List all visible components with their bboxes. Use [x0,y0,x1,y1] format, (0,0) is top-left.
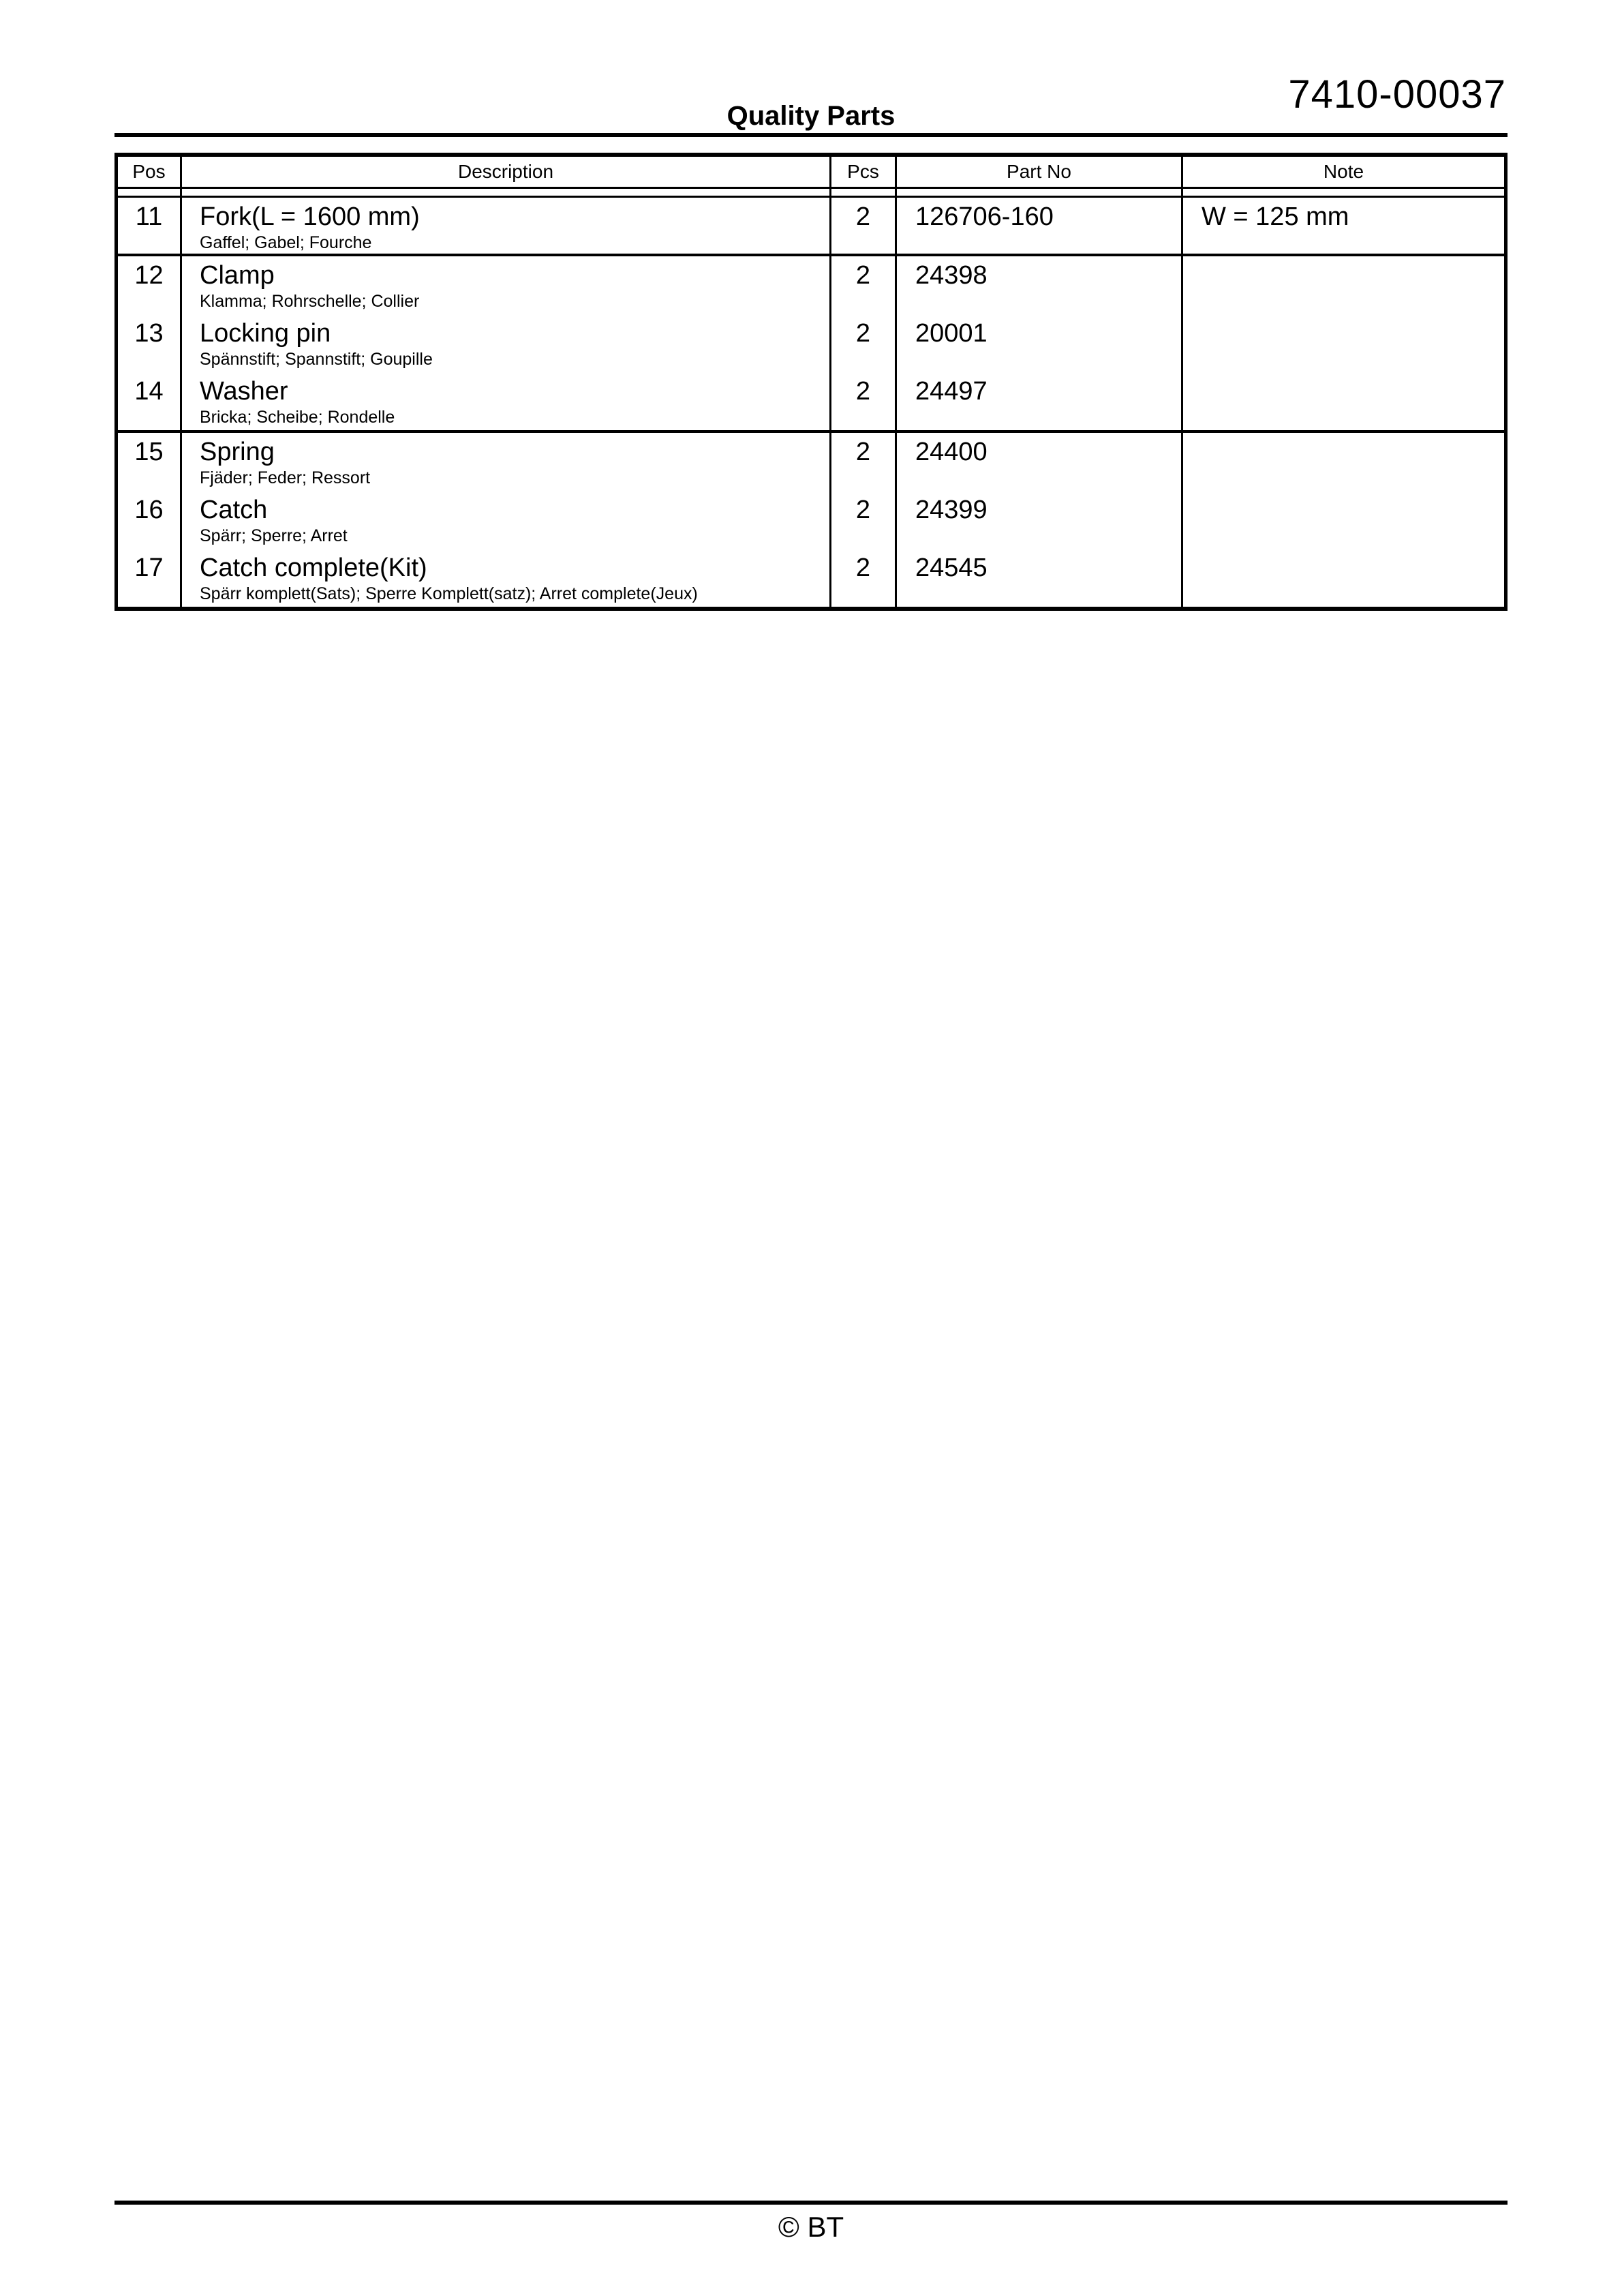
pcs-cell: 2 [831,256,897,314]
part-row [118,549,1504,607]
part-no-cell: 24400 [897,433,1183,491]
description-cell [182,314,831,372]
description-main: Catch [200,496,268,524]
header-description: Description [182,157,831,187]
pos-cell: 11 [118,198,182,254]
header-note: Note [1323,161,1364,182]
description-main: Locking pin [200,319,331,348]
description-main: Spring [200,438,275,466]
page-title: Quality Parts [726,101,896,131]
header-double-line-gap [118,189,1504,196]
part-no-cell: 20001 [897,314,1183,372]
description-sub: Klamma; Rohrschelle; Collier [200,292,420,311]
pos-cell: 17 [118,549,182,607]
row-group [118,430,1504,607]
description-cell [182,198,831,254]
description-sub: Spärr; Sperre; Arret [200,526,348,545]
part-no-cell: 126706-160 [897,198,1183,254]
part-no-cell: 24398 [897,256,1183,314]
note-cell [1183,549,1504,607]
part-row [118,198,1504,254]
description-sub: Fjäder; Feder; Ressort [200,468,371,487]
description-main: Clamp [200,261,275,290]
header-rule [114,133,1508,137]
table-body [118,196,1504,607]
row-group [118,198,1504,254]
pcs-cell: 2 [831,198,897,254]
pcs-cell: 2 [831,491,897,549]
part-no-cell: 24545 [897,549,1183,607]
description-sub: Bricka; Scheibe; Rondelle [200,408,395,427]
description-sub: Spärr komplett(Sats); Sperre Komplett(satz); Arret complete(Jeux) [200,584,698,603]
pcs-cell: 2 [831,372,897,430]
description-cell [182,433,831,491]
doc-number: 7410-00037 [1288,72,1506,117]
part-row [118,256,1504,314]
pos-cell: 13 [118,314,182,372]
part-no-cell: 24497 [897,372,1183,430]
pcs-cell: 2 [831,314,897,372]
description-main: Catch complete(Kit) [200,554,427,582]
row-group [118,254,1504,430]
header-pcs: Pcs [831,157,897,187]
description-main: Fork(L = 1600 mm) [200,202,420,231]
part-row [118,314,1504,372]
description-cell [182,491,831,549]
pos-cell: 15 [118,433,182,491]
description-sub: Spännstift; Spannstift; Goupille [200,350,433,369]
part-row [118,372,1504,430]
pos-cell: 16 [118,491,182,549]
part-row [118,433,1504,491]
header-pos: Pos [118,157,182,187]
note-cell: W = 125 mm [1202,202,1349,231]
pos-cell: 12 [118,256,182,314]
description-main: Washer [200,377,288,406]
description-cell [182,372,831,430]
part-no-cell: 24399 [897,491,1183,549]
note-cell [1183,433,1504,491]
page-header [114,0,1508,156]
note-cell [1183,256,1504,314]
header-part-no: Part No [897,157,1183,187]
page-footer [114,2201,1508,2243]
description-cell [182,549,831,607]
pcs-cell: 2 [831,433,897,491]
description-sub: Gaffel; Gabel; Fourche [200,233,372,252]
pos-cell: 14 [118,372,182,430]
note-cell [1183,491,1504,549]
table-header-row [118,157,1504,189]
parts-table [114,153,1508,611]
footer-rule [114,2201,1508,2205]
note-cell [1183,372,1504,430]
part-row [118,491,1504,549]
note-cell [1183,314,1504,372]
copyright-text: © BT [778,2211,844,2243]
pcs-cell: 2 [831,549,897,607]
description-cell [182,256,831,314]
